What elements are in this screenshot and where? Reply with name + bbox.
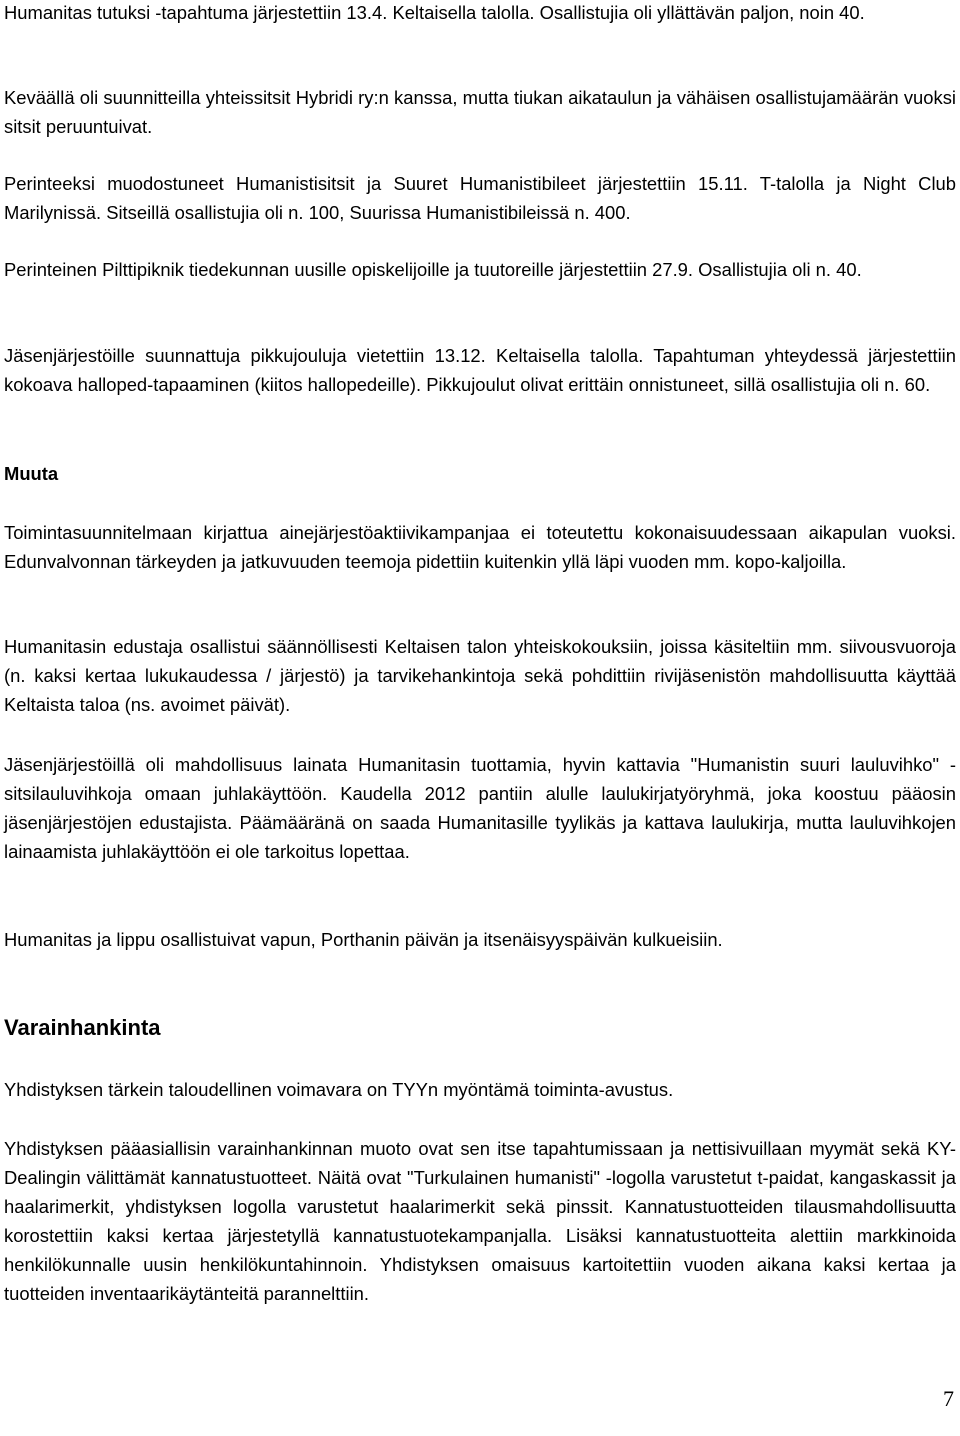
paragraph-toiminta-avustus: Yhdistyksen tärkein taloudellinen voimavara on TYYn myöntämä toiminta-avustus. [4, 1079, 674, 1100]
paragraph-kannatustuotteet: Yhdistyksen pääasiallisin varainhankinnan muoto ovat sen itse tapahtumissaan ja nettisivuillaan myymät sekä KY-Dealingin välittämät kannatustuotteet. Näitä ovat "Turkulainen humanisti" -logolla varustetut t-paidat, kangaskassit ja haalarimerkit, yhdistyksen logolla varustetut haalarimerkit sekä pinssit. Kannatustuotteiden tilausmahdollisuutta korostettiin kaksi kertaa järjestetyllä kannatustuotekampanjalla. Lisäksi kannatustuotteita alettiin markkinoida henkilökunnalle uusin henkilökuntahinnoin. Yhdistyksen omaisuus kartoitettiin vuoden aikana kaksi kertaa ja tuotteiden inventaarikäytänteitä parannelttiin. [4, 1138, 956, 1304]
paragraph-yhteissitsit: Keväällä oli suunnitteilla yhteissitsit Hybridi ry:n kanssa, mutta tiukan aikataulun ja vähäisen osallistujamäärän vuoksi sitsit peruuntuivat. [4, 87, 956, 137]
page-number: 7 [943, 1386, 954, 1411]
paragraph-kulkueet: Humanitas ja lippu osallistuivat vapun, Porthanin päivän ja itsenäisyyspäivän kulkueisiin. [4, 929, 723, 950]
paragraph-pikkujoulut: Jäsenjärjestöille suunnattuja pikkujouluja vietettiin 13.12. Keltaisella talolla. Tapahtuman yhteydessä järjestettiin kokoava halloped-tapaaminen (kiitos hallopedeille). Pikkujoulut olivat erittäin onnistuneet, sillä osallistujia oli n. 60. [4, 345, 956, 395]
paragraph-keltainen-talo: Humanitasin edustaja osallistui säännöllisesti Keltaisen talon yhteiskokouksiin, joissa käsiteltiin mm. siivousvuoroja (n. kaksi kertaa lukukaudessa / järjestö) ja tarvikehankintoja sekä pohdittiin rivijäsenistön mahdollisuutta käyttää Keltaista taloa (ns. avoimet päivät). [4, 636, 956, 715]
paragraph-pilttipiknik: Perinteinen Pilttipiknik tiedekunnan uusille opiskelijoille ja tuutoreille järjestettiin 27.9. Osallistujia oli n. 40. [4, 259, 862, 280]
paragraph-ainejarjestoaktiivikampanja: Toimintasuunnitelmaan kirjattua ainejärjestöaktiivikampanjaa ei toteutettu kokonaisuudessaan aikapulan vuoksi. Edunvalvonnan tärkeyden ja jatkuvuuden teemoja pidettiin kuitenkin yllä läpi vuoden mm. kopo-kaljoilla. [4, 522, 956, 572]
section-heading-varainhankinta: Varainhankinta [4, 1015, 161, 1040]
paragraph-lauluvihko: Jäsenjärjestöillä oli mahdollisuus lainata Humanitasin tuottamia, hyvin kattavia "Humanistin suuri lauluvihko" -sitsilauluvihkoja omaan juhlakäyttöön. Kaudella 2012 pantiin alulle laulukirjatyöryhmä, joka koostuu pääosin jäsenjärjestöjen edustajista. Päämääränä on saada Humanitasille tyylikäs ja kattava laulukirja, mutta lauluvihkojen lainaamista juhlakäyttöön ei ole tarkoitus lopettaa. [4, 754, 956, 862]
paragraph-humanistisitsit: Perinteeksi muodostuneet Humanistisitsit ja Suuret Humanistibileet järjestettiin 15.11. T-talolla ja Night Club Marilynissä. Sitseillä osallistujia oli n. 100, Suurissa Humanistibileissä n. 400. [4, 173, 956, 223]
paragraph-humanitas-tutuksi: Humanitas tutuksi -tapahtuma järjestettiin 13.4. Keltaisella talolla. Osallistujia oli yllättävän paljon, noin 40. [4, 2, 865, 23]
section-heading-muuta: Muuta [4, 463, 59, 484]
